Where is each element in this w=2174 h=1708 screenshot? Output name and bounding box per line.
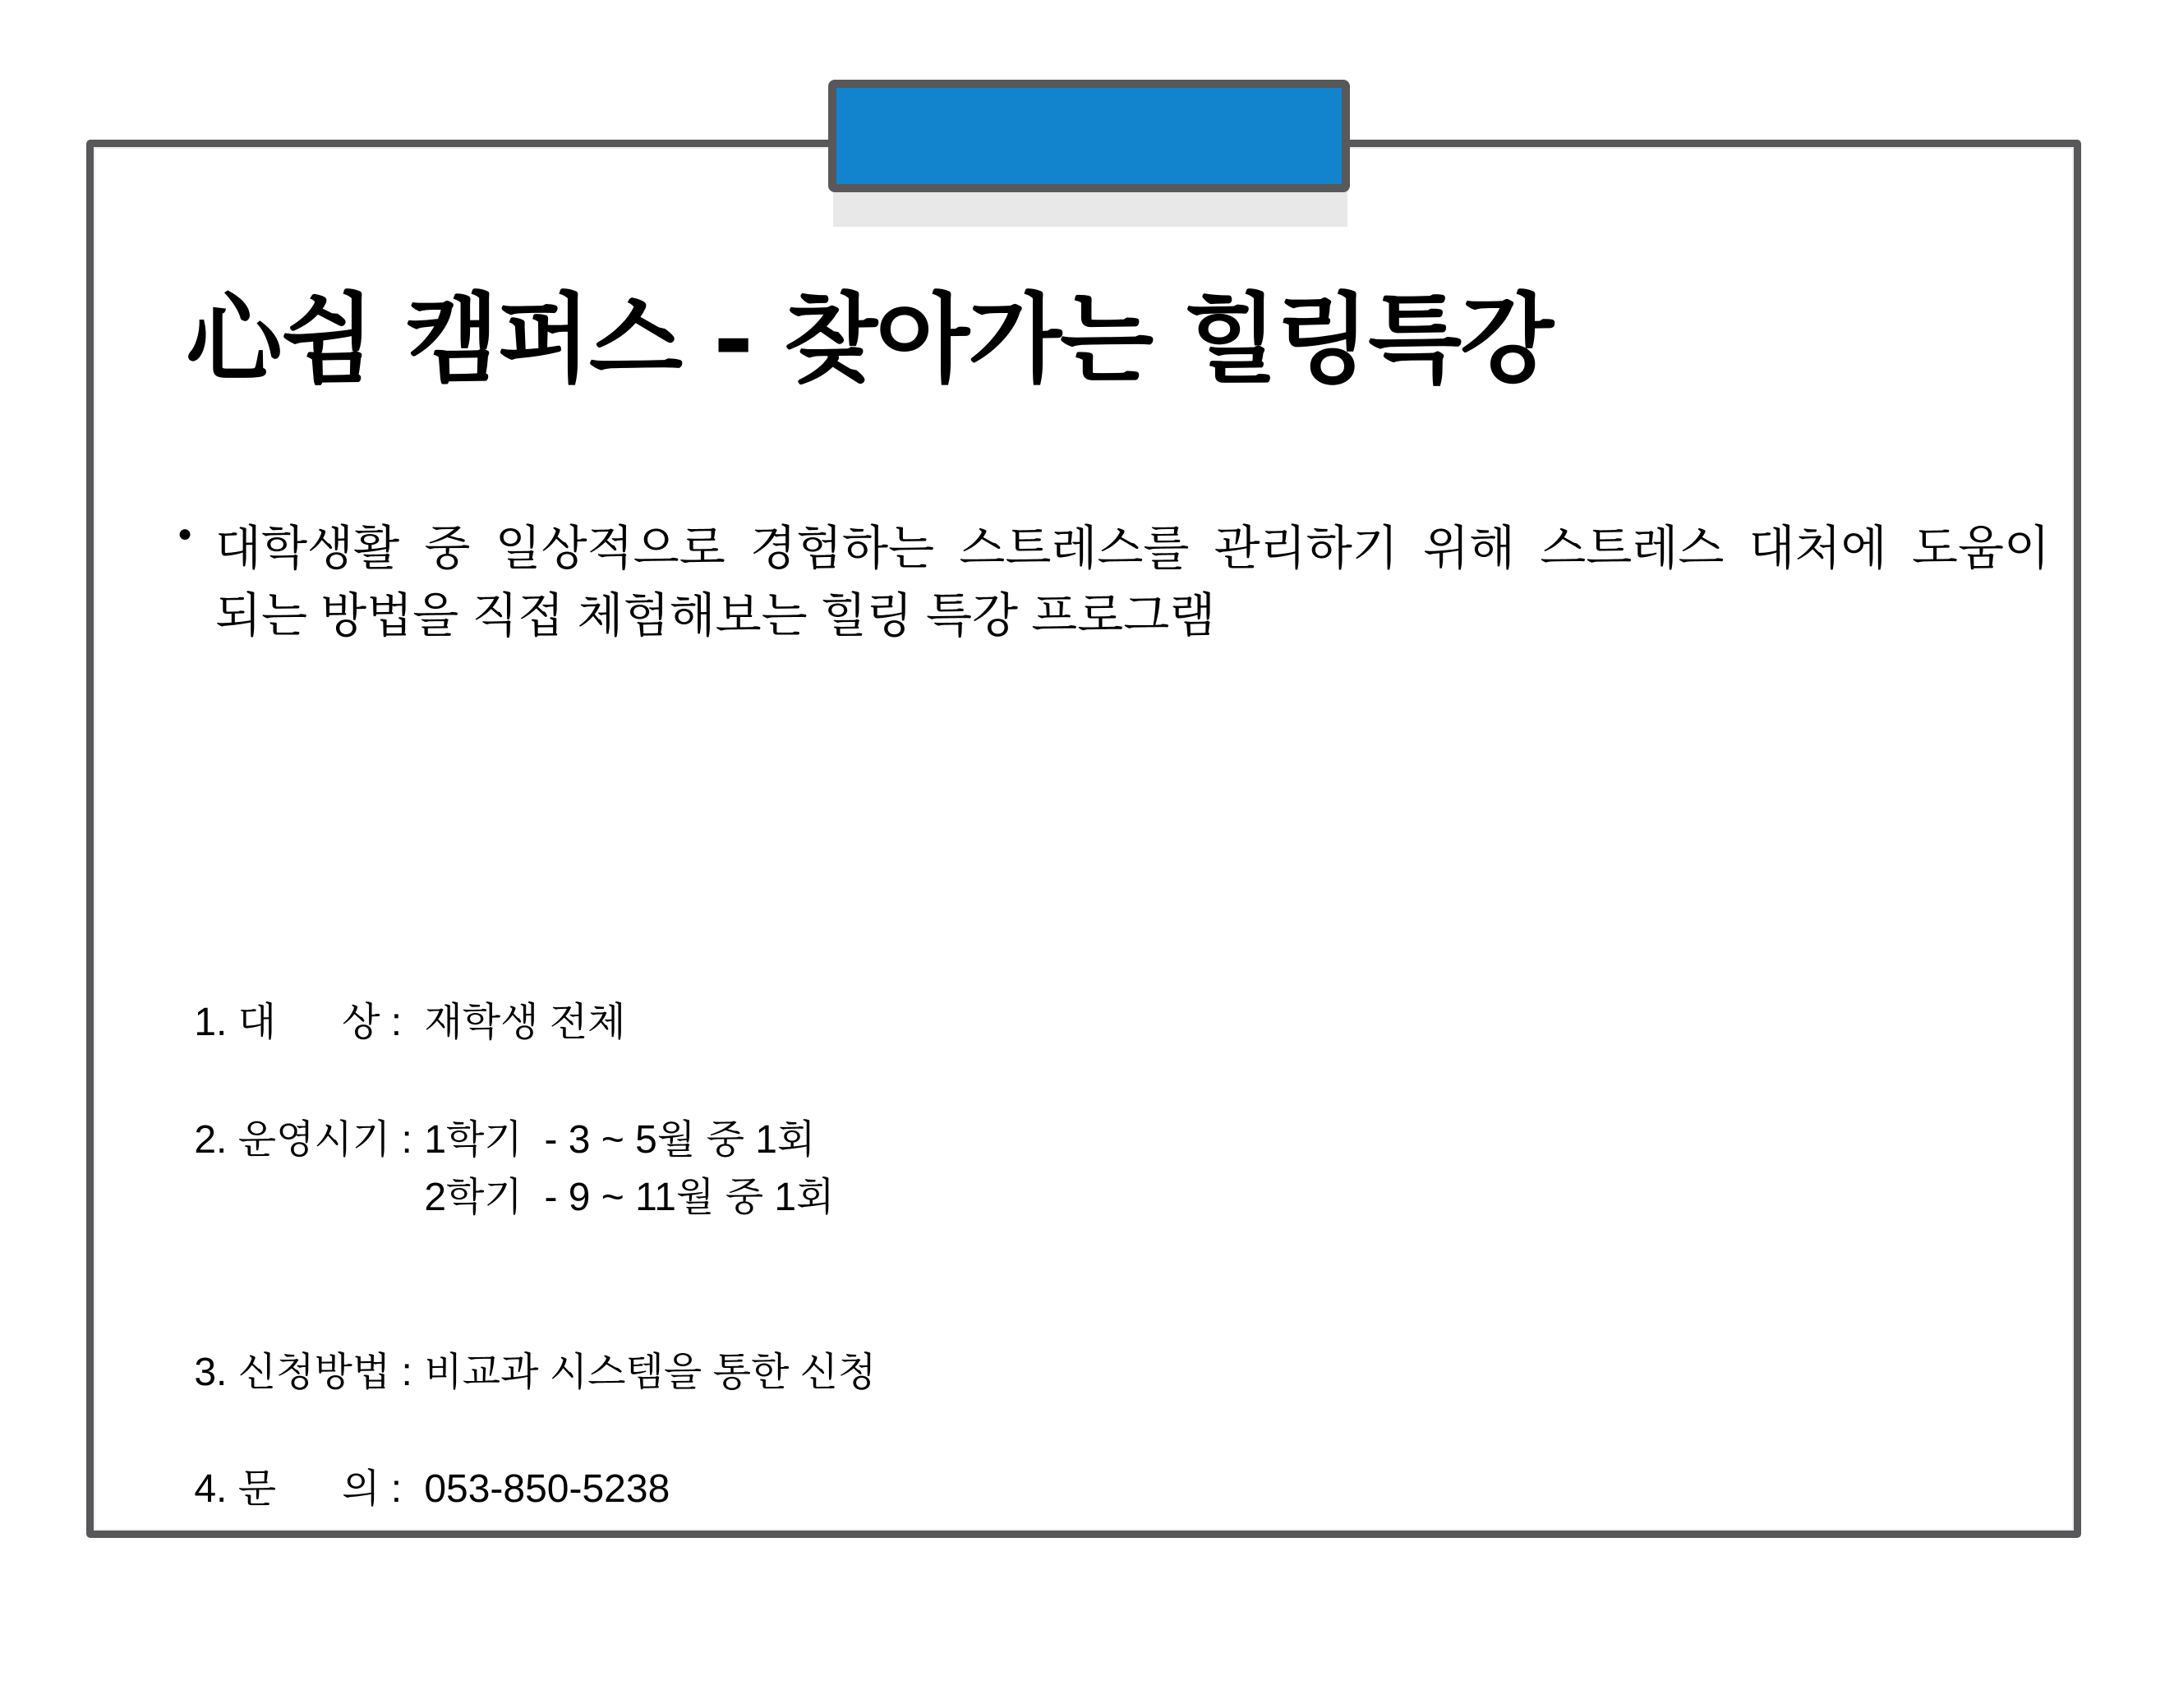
info-item-label: 3. 신청방법 : xyxy=(194,1351,412,1394)
info-item-schedule xyxy=(150,1054,834,1284)
description-paragraph xyxy=(176,515,2051,650)
info-item-value: 2학기 - 9 ~ 11월 중 1회 xyxy=(424,1176,835,1219)
header-tab-shadow xyxy=(833,189,1347,227)
header-tab xyxy=(828,80,1350,192)
info-item-label: 2. 운영시기 : xyxy=(194,1118,412,1162)
info-item-contact xyxy=(150,1403,670,1576)
info-item-value: 1학기 - 3 ~ 5월 중 1회 xyxy=(424,1118,816,1162)
info-item-value: 053-850-5238 xyxy=(424,1467,670,1511)
page-title: 心쉼 캠퍼스 - 찾아가는 힐링특강 xyxy=(186,283,1553,396)
bullet-icon: ● xyxy=(177,520,193,547)
info-item-label: 1. 대 상 : xyxy=(194,1001,403,1044)
info-item-value: 비교과 시스템을 통한 신청 xyxy=(424,1351,877,1394)
description-text: 대학생활 중 일상적으로 경험하는 스트레스를 관리하기 위해 스트레스 대처에 도움이 되는 방법을 직접 체험해보는 힐링 특강 프로그램 xyxy=(215,522,2050,642)
info-item-label: 4. 문 의 : xyxy=(194,1467,403,1511)
info-item-value: 재학생 전체 xyxy=(424,1001,626,1044)
